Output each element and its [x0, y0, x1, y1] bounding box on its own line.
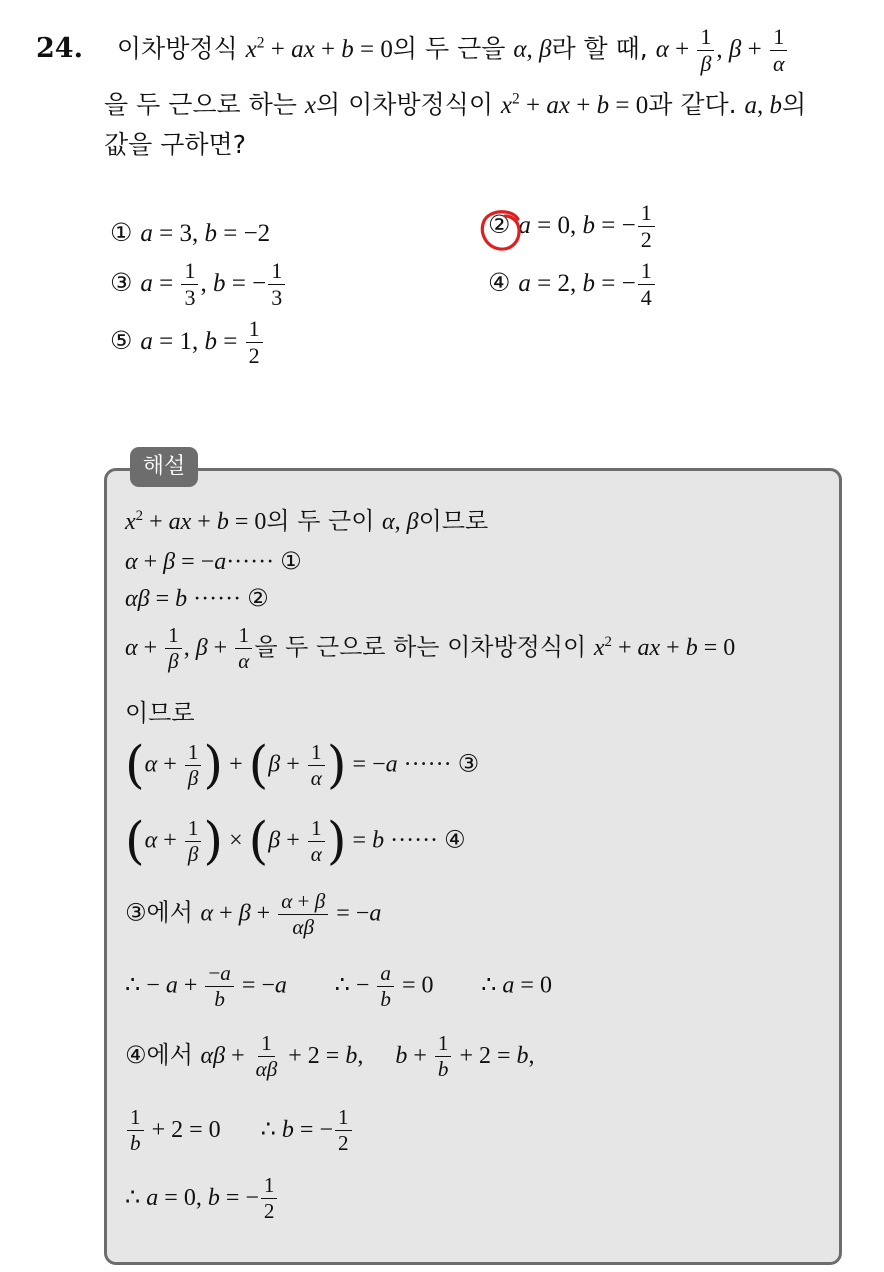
problem-line-3: 값을 구하면?: [104, 130, 246, 159]
solution-text: 의 두 근이: [266, 507, 375, 535]
problem-text: 의 두 근을: [392, 34, 506, 63]
problem-line-1: 24. 이차방정식 $x^2$ + ax + b = 0의 두 근을 α, β라 할 때, α + $\frac{1}{\beta}$ , β + $\frac{1}{\alpha}$: [36, 26, 790, 75]
solution-line-3: αβ = b ······ ②: [125, 584, 269, 612]
choice-3[interactable]: ③ a = $\frac{1}{3}$ , b = − $\frac{1}{3}$: [110, 260, 287, 309]
solution-line-1: $x^2$ + ax + b = 0의 두 근이 α, β이므로: [125, 507, 489, 535]
solution-text: 에서: [146, 1041, 193, 1070]
solution-text: 에서: [146, 898, 193, 927]
solution-line-7: (α + $\frac{1}{\beta}$ ) × (β + $\frac{1}{\alpha}$ ) = b ······ ④: [125, 811, 466, 870]
problem-text: 의: [782, 90, 807, 119]
choice-marker: ③: [110, 268, 133, 297]
problem-text: 이차방정식: [116, 34, 238, 63]
choice-1[interactable]: ① a = 3, b = −2: [110, 218, 271, 247]
solution-line-10: ④에서 αβ + $\frac{1}{\alpha\beta}$ + 2 = b, b + $\frac{1}{b}$ + 2 = b,: [125, 1031, 535, 1082]
solution-line-11: $\frac{1}{b}$ + 2 = 0 ∴ b = − $\frac{1}{2}$: [125, 1107, 354, 1154]
choice-marker: ①: [110, 218, 133, 247]
solution-text: 을 두 근으로 하는 이차방정식이: [254, 633, 587, 662]
solution-line-6: (α + $\frac{1}{\beta}$ ) + (β + $\frac{1}{\alpha}$ ) = −a ······ ③: [125, 735, 480, 794]
solution-line-2: α + β = −a······ ①: [125, 547, 302, 575]
solution-line-4: α + $\frac{1}{\beta}$ , β + $\frac{1}{\alpha}$ 을 두 근으로 하는 이차방정식이 $x^2$ + ax + b = 0: [125, 623, 736, 674]
solution-tag: 해설: [130, 447, 198, 487]
choice-5[interactable]: ⑤ a = 1, b = $\frac{1}{2}$: [110, 318, 265, 367]
choice-marker: ②: [488, 210, 511, 239]
problem-text: 라 할 때,: [551, 34, 648, 63]
solution-line-5: 이므로: [125, 699, 195, 727]
answer-circle-mark: [478, 207, 524, 253]
problem-line-2: 을 두 근으로 하는 x의 이차방정식이 $x^2$ + ax + b = 0과 같다. a, b의: [104, 90, 807, 119]
solution-line-9: ∴ − a + $\frac{-a}{b}$ = −a ∴ − $\frac{a}{b}$ = 0 ∴ a = 0: [125, 960, 552, 1012]
solution-text: 이므로: [418, 507, 489, 535]
choice-marker: ④: [488, 268, 511, 297]
problem-text: 을 두 근으로 하는: [104, 90, 297, 119]
problem-number: 24.: [36, 33, 83, 64]
solution-line-8: ③에서 α + β + $\frac{\alpha + \beta}{\alpha\beta}$ = −a: [125, 889, 382, 940]
problem-text: 과 같다.: [648, 90, 737, 119]
problem-text: 의 이차방정식이: [315, 90, 493, 119]
choice-4[interactable]: ④ a = 2, b = − $\frac{1}{4}$: [488, 260, 657, 309]
choice-marker: ⑤: [110, 326, 133, 355]
choice-2[interactable]: ② a = 0, b = − $\frac{1}{2}$: [488, 202, 657, 251]
solution-line-12: ∴ a = 0, b = − $\frac{1}{2}$: [125, 1175, 279, 1222]
